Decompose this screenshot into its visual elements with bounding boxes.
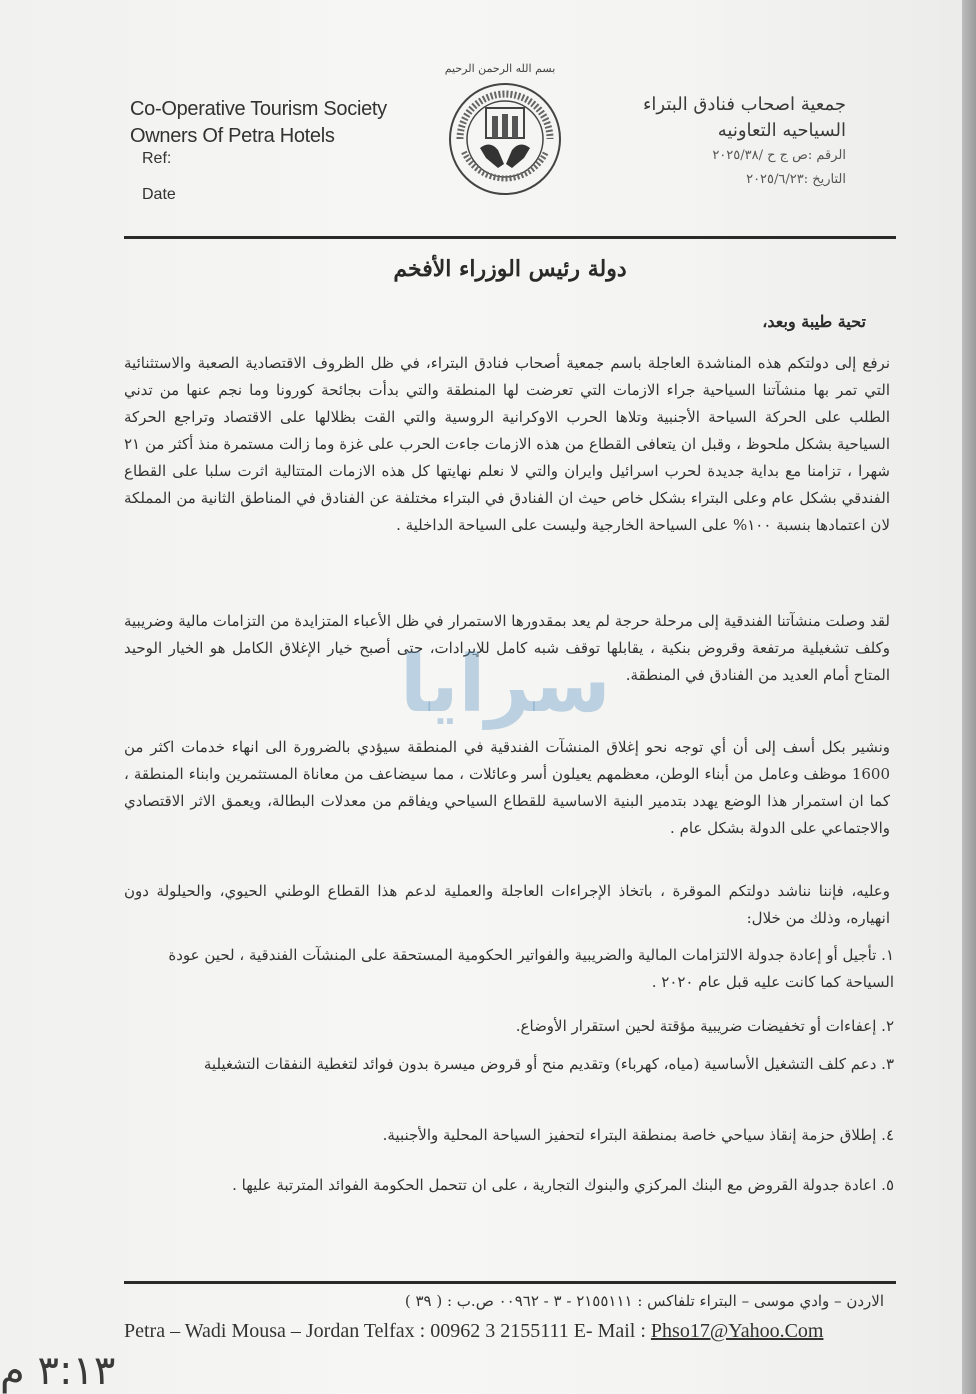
page-edge-shadow — [962, 0, 976, 1394]
request-item-4: ٤. إطلاق حزمة إنقاذ سياحي خاصة بمنطقة البتراء لتحفيز السياحة المحلية والأجنبية. — [382, 1126, 894, 1144]
footer-address-phone: Petra – Wadi Mousa – Jordan Telfax : 00962 3 2155111 E- Mail : — [124, 1320, 651, 1342]
ar-society-name: جمعية اصحاب فنادق البتراء — [642, 94, 846, 115]
footer-arabic-contact: الاردن – وادي موسى – البتراء تلفاكس : ٢١٥٥١١١ - ٣ - ٠٠٩٦٢ ص.ب : ( ٣٩ ) — [404, 1292, 884, 1310]
ar-date: التاريخ :٢٠٢٥/٦/٢٣ — [746, 172, 846, 187]
request-item-3: ٣. دعم كلف التشغيل الأساسية (مياه، كهرباء) وتقديم منح أو قروض ميسرة بدون فوائد لتغطية النفقات التشغيلية — [203, 1055, 894, 1073]
request-item-2: ٢. إعفاءات أو تخفيضات ضريبية مؤقتة لحين استقرار الأوضاع. — [515, 1017, 894, 1035]
watermark-logo: سرايا — [400, 640, 611, 730]
arabic-letterhead — [586, 92, 846, 192]
en-owners-line: Owners Of Petra Hotels — [130, 125, 335, 147]
footer-english-contact — [124, 1320, 823, 1343]
header-divider — [124, 236, 896, 239]
paragraph-1: نرفع إلى دولتكم هذه المناشدة العاجلة باسم جمعية أصحاب فنادق البتراء، في ظل الظروف الاقتصادية الصعبة والاستثنائية التي تمر بها منشآتنا السياحية جراء الازمات التي تعرضت لها المنطقة والتي بدأت بجائحة كورونا وما نجم عنها من تدني الطلب على الحركة السياحة الأجنبية وتلاها الحرب الاوكرانية الروسية والتي القت بظلالها على الاقتصاد وتراجع الحركة السياحية بشكل ملحوظ ، وقبل ان يتعافى القطاع من هذه الازمات جاءت الحرب على غزة وما زالت مستمرة منذ أكثر من ٢١ شهرا ، تزامنا مع بداية جديدة لحرب اسرائيل وايران والتي لا نعلم نهايتها كل هذه الازمات المتتالية اثرت سلبا على القطاع الفندقي بشكل عام وعلى البتراء بشكل خاص حيث ان الفنادق في البتراء مختلفة عن الفنادق في المناطق الثانية من المملكة لان اعتمادها بنسبة ١٠٠% على السياحة الخارجية وليست على السياحة الداخلية . — [124, 354, 890, 534]
english-letterhead — [130, 96, 387, 150]
paragraph-4: وعليه، فإننا نناشد دولتكم الموقرة ، باتخاذ الإجراءات العاجلة والعملية لدعم هذا القطاع الوطني الحيوي، والحيلولة دون انهياره، وذلك من خلال: — [124, 882, 890, 927]
ar-ref-number: الرقم :ص ج ح /٢٠٢٥/٣٨ — [712, 148, 846, 163]
paragraph-2: لقد وصلت منشآتنا الفندقية إلى مرحلة حرجة لم يعد بمقدورها الاستمرار في ظل الأعباء المتزايدة من التزامات مالية وضريبية وكلف تشغيلية مرتفعة وقروض بنكية ، يقابلها توقف شبه كامل للإيرادات، حتى أصبح خيار الإغلاق الكامل هو الخيار الوحيد المتاح أمام العديد من الفنادق في المنطقة. — [123, 612, 890, 684]
time-overlay: ٣:١٣ م — [0, 1348, 116, 1394]
footer-divider — [124, 1281, 896, 1284]
request-item-5: ٥. اعادة جدولة القروض مع البنك المركزي والبنوك التجارية ، على ان تتحمل الحكومة الفوائد المترتبة عليها . — [232, 1176, 894, 1194]
society-seal-logo — [446, 80, 564, 198]
en-society-name: Co-Operative Tourism Society — [130, 98, 387, 120]
bismillah: بسم الله الرحمن الرحيم — [444, 62, 556, 75]
ref-label: Ref: — [142, 150, 172, 167]
footer-email-link[interactable]: Phso17@Yahoo.Com — [650, 1320, 824, 1342]
date-label: Date — [142, 186, 176, 203]
request-item-1: ١. تأجيل أو إعادة جدولة الالتزامات المالية والضريبية والفواتير الحكومية المستحقة على المنشآت الفندقية ، لحين عودة السياحة كما كانت عليه قبل عام ٢٠٢٠ . — [168, 946, 894, 991]
letter-title: دولة رئيس الوزراء الأفخم — [393, 256, 627, 282]
letter-greeting: تحية طيبة وبعد، — [762, 312, 866, 331]
ar-society-subtitle: السياحيه التعاونيه — [717, 120, 846, 141]
paragraph-3: ونشير بكل أسف إلى أن أي توجه نحو إغلاق المنشآت الفندقية في المنطقة سيؤدي بالضرورة الى انهاء خدمات اكثر من 1600 موظف وعامل من أبناء الوطن، معظمهم يعيلون أسر وعائلات ، مما سيضاعف من معاناة المستثمرين وابناء المنطقة ، كما ان استمرار هذا الوضع يهدد بتدمير البنية الاساسية للقطاع السياحي ويفاقم من معدلات البطالة، ويعمق الاثر الاقتصادي والاجتماعي على الدولة بشكل عام . — [124, 738, 890, 837]
